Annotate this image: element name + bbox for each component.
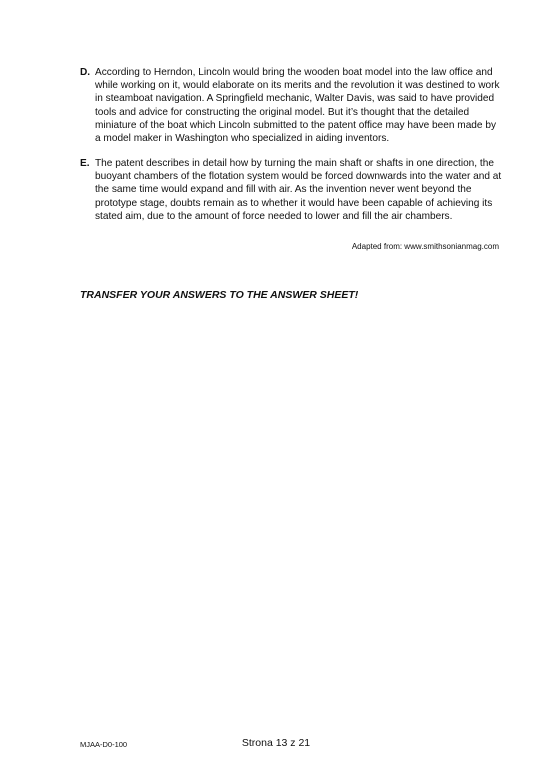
paragraph-e-text: The patent describes in detail how by turning the main shaft or shafts in one direction, the buoyant chambers of the flotation system would be forced downwards into the water and at the same time would expand and fill with air. As the invention never went beyond the prototype stage, doubts remain as to whether it would have been capable of achieving its stated aim, due to the amount of force needed to lower and fill the air chambers.: [95, 158, 502, 222]
paragraph-e: [80, 157, 504, 223]
transfer-instruction: TRANSFER YOUR ANSWERS TO THE ANSWER SHEET!: [80, 289, 359, 301]
source-attribution: Adapted from: www.smithsonianmag.com: [351, 242, 499, 251]
paragraph-d-letter: D.: [80, 67, 91, 78]
footer-page-number: Strona 13 z 21: [241, 737, 311, 749]
footer-exam-code: MJAA-D0-100: [80, 740, 128, 749]
paragraph-d-text: According to Herndon, Lincoln would bring the wooden boat model into the law office and while working on it, would elaborate on its merits and the revolution it was destined to work in steamboat navigation. A Springfield mechanic, Walter Davis, was said to have provided tools and advice for constructing the original model. But it’s thought that the detailed miniature of the boat which Lincoln submitted to the patent office may have been made by a model maker in Washington who specialized in aiding inventors.: [95, 67, 500, 145]
paragraph-d: [80, 66, 504, 145]
paragraph-e-letter: E.: [80, 158, 90, 169]
